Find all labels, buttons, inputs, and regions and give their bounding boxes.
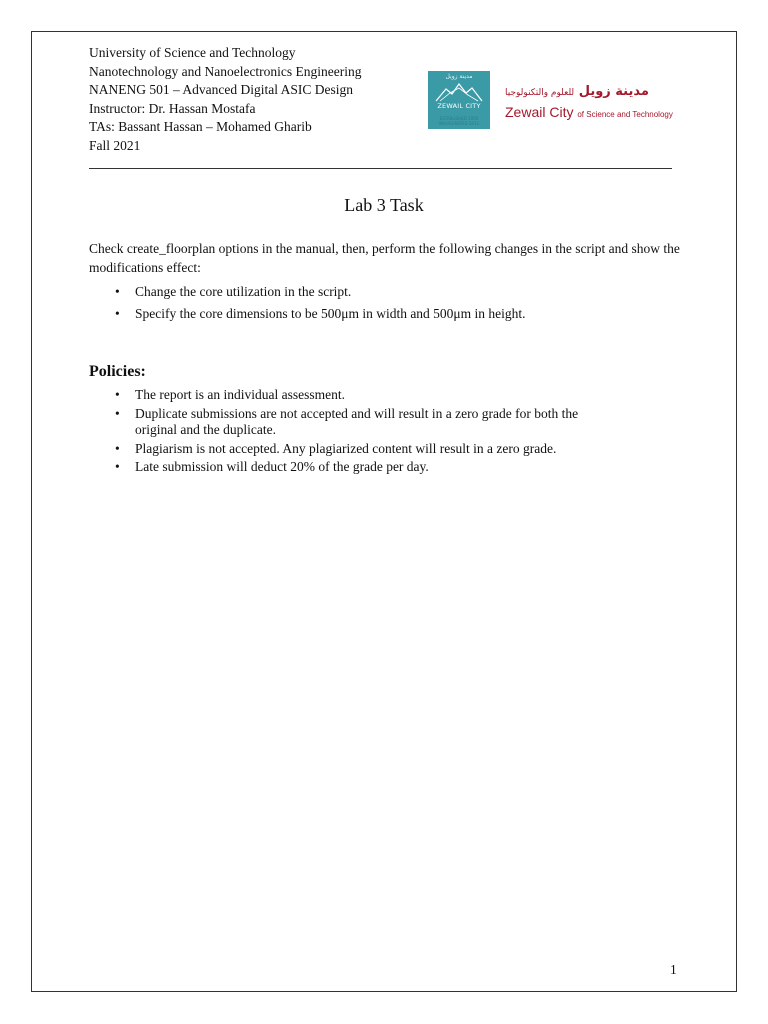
list-item: • Late submission will deduct 20% of the grade per day. bbox=[89, 459, 619, 476]
task-list bbox=[89, 284, 689, 327]
course-line: NANENG 501 – Advanced Digital ASIC Design bbox=[89, 82, 353, 97]
term-line: Fall 2021 bbox=[89, 137, 141, 153]
arabic-name: مدينة زويل bbox=[578, 84, 649, 99]
instructor-line: Instructor: Dr. Hassan Mostafa bbox=[89, 100, 256, 116]
list-item: • Change the core utilization in the script. bbox=[89, 284, 689, 301]
zewail-city-arabic-wordmark bbox=[505, 84, 649, 99]
program-line: Nanotechnology and Nanoelectronics Engineering bbox=[89, 63, 362, 79]
task-intro: Check create_floorplan options in the manual, then, perform the following changes in the script and show the modifications effect: bbox=[89, 241, 680, 275]
university-line: University of Science and Technology bbox=[89, 45, 296, 60]
english-name: Zewail City bbox=[505, 104, 574, 120]
policy-list bbox=[89, 387, 619, 478]
list-item: • Plagiarism is not accepted. Any plagiarized content will result in a zero grade. bbox=[89, 441, 619, 458]
inaugurated-text: INAUGURATED 2011 bbox=[438, 121, 480, 126]
emblem-name: ZEWAIL CITY bbox=[437, 102, 481, 110]
policies-heading: Policies: bbox=[89, 363, 146, 380]
page-number: 1 bbox=[670, 962, 677, 977]
list-item: • The report is an individual assessment. bbox=[89, 387, 619, 404]
established-text: ESTABLISHED 2000 bbox=[439, 116, 479, 121]
document-title: Lab 3 Task bbox=[344, 195, 424, 215]
tas-line: TAs: Bassant Hassan – Mohamed Gharib bbox=[89, 119, 312, 134]
emblem-dates bbox=[428, 116, 490, 126]
page-border bbox=[31, 31, 737, 992]
list-item: • Specify the core dimensions to be 500μm in width and 500μm in height. bbox=[89, 306, 689, 323]
zewail-city-english-wordmark bbox=[505, 104, 673, 120]
header-divider bbox=[89, 168, 672, 169]
list-item: • Duplicate submissions are not accepted and will result in a zero grade for both the original and the duplicate. bbox=[89, 406, 619, 439]
arabic-sub: للعلوم والتكنولوجيا bbox=[505, 88, 575, 98]
course-header bbox=[89, 44, 362, 155]
english-sub: of Science and Technology bbox=[577, 110, 673, 119]
emblem-arabic-text: مدينة زويل bbox=[445, 73, 473, 80]
